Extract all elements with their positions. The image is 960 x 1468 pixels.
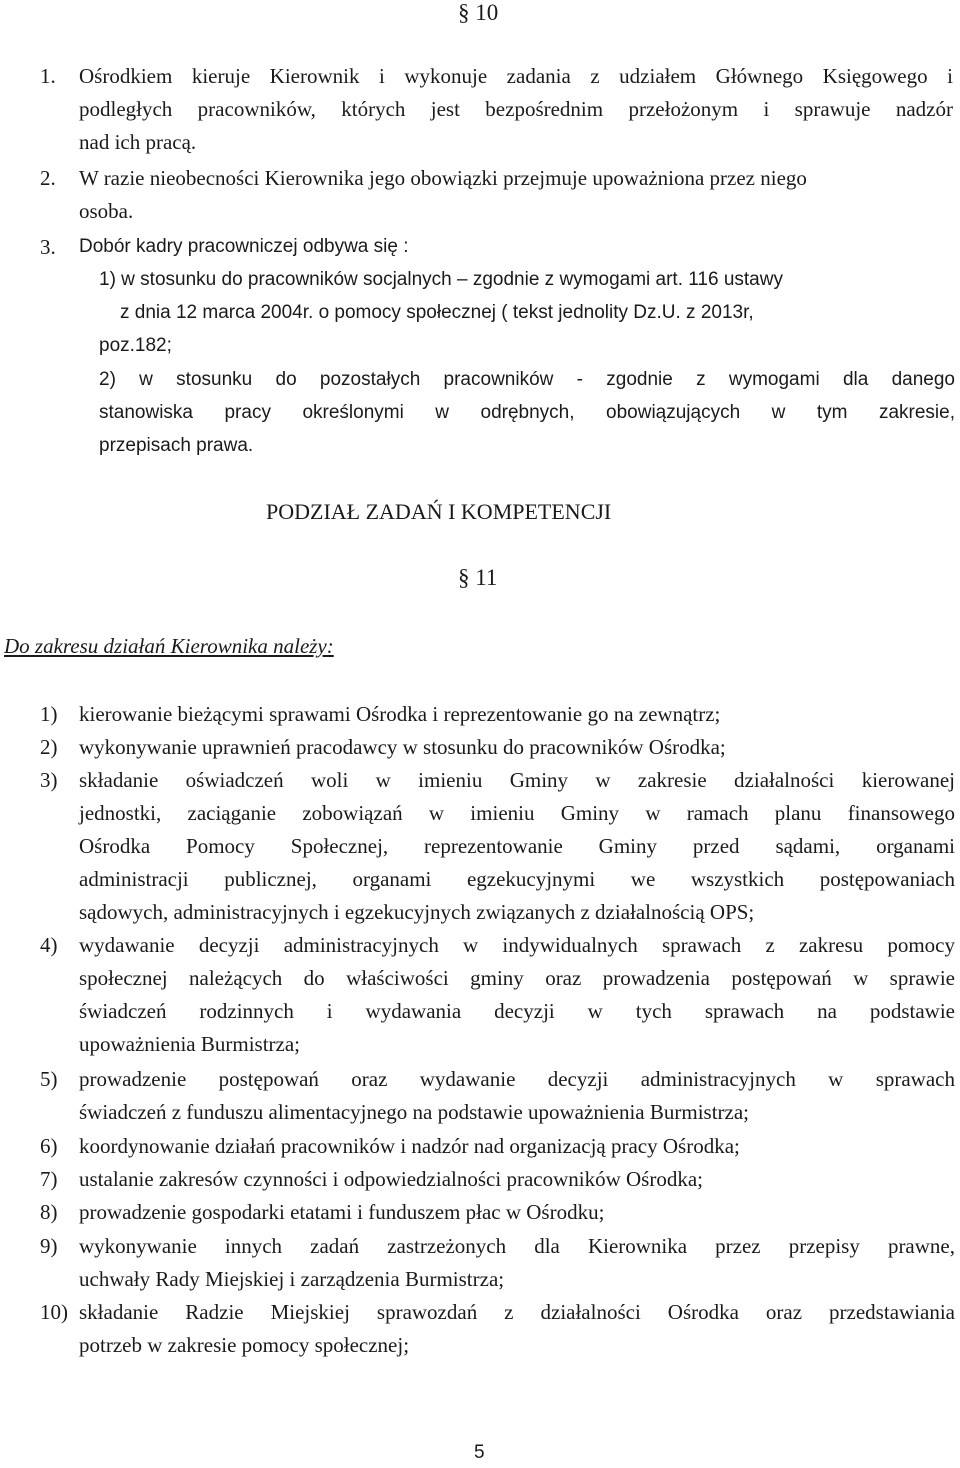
item-5-number: 5) [40, 1067, 58, 1091]
item-3-number: 3) [40, 768, 58, 792]
item-5-line-1: prowadzenie postępowań oraz wydawanie decyzji administracyjnych w sprawach [79, 1067, 955, 1091]
section-10-heading: § 10 [458, 0, 499, 25]
item-1-number: 1) [40, 702, 58, 726]
item-9-line-2: uchwały Rady Miejskiej i zarządzenia Burmistrza; [79, 1267, 505, 1291]
item-4-number: 4) [40, 933, 58, 957]
paragraph-2-line-2: osoba. [79, 199, 134, 223]
subitem-1-line-2: z dnia 12 marca 2004r. o pomocy społecznej ( tekst jednolity Dz.U. z 2013r, [120, 302, 754, 323]
paragraph-1-line-1: Ośrodkiem kieruje Kierownik i wykonuje zadania z udziałem Głównego Księgowego i [79, 64, 953, 88]
paragraph-1-number: 1. [40, 64, 56, 88]
page-number: 5 [474, 1442, 485, 1463]
item-9-number: 9) [40, 1234, 58, 1258]
item-4-line-4: upoważnienia Burmistrza; [79, 1032, 301, 1056]
item-4-line-2: społecznej należących do właściwości gminy oraz prowadzenia postępowań w sprawie [79, 966, 955, 990]
item-10-line-1: składanie Radzie Miejskiej sprawozdań z działalności Ośrodka oraz przedstawiania [79, 1300, 955, 1324]
item-7-line-1: ustalanie zakresów czynności i odpowiedzialności pracowników Ośrodka; [79, 1167, 703, 1191]
item-3-line-5: sądowych, administracyjnych i egzekucyjnych związanych z działalnością OPS; [79, 900, 755, 924]
division-heading: PODZIAŁ ZADAŃ I KOMPETENCJI [266, 499, 612, 524]
item-3-line-1: składanie oświadczeń woli w imieniu Gminy w zakresie działalności kierowanej [79, 768, 955, 792]
section-11-heading: § 11 [458, 565, 498, 590]
item-7-number: 7) [40, 1167, 58, 1191]
item-4-line-1: wydawanie decyzji administracyjnych w indywidualnych sprawach z zakresu pomocy [79, 933, 955, 957]
item-3-line-2: jednostki, zaciąganie zobowiązań w imieniu Gminy w ramach planu finansowego [79, 801, 955, 825]
item-6-line-1: koordynowanie działań pracowników i nadzór nad organizacją pracy Ośrodka; [79, 1134, 740, 1158]
item-8-line-1: prowadzenie gospodarki etatami i funduszem płac w Ośrodku; [79, 1200, 605, 1224]
item-2-line-1: wykonywanie uprawnień pracodawcy w stosunku do pracowników Ośrodka; [79, 735, 726, 759]
paragraph-1-line-2: podległych pracowników, których jest bezpośrednim przełożonym i sprawuje nadzór [79, 97, 953, 121]
item-3-line-3: Ośrodka Pomocy Społecznej, reprezentowanie Gminy przed sądami, organami [79, 834, 955, 858]
subitem-2-line-1: 2) w stosunku do pozostałych pracowników - zgodnie z wymogami dla danego [99, 369, 955, 390]
section-11-intro: Do zakresu działań Kierownika należy: [4, 634, 334, 658]
item-5-line-2: świadczeń z funduszu alimentacyjnego na podstawie upoważnienia Burmistrza; [79, 1100, 750, 1124]
item-3-line-4: administracji publicznej, organami egzekucyjnymi we wszystkich postępowaniach [79, 867, 955, 891]
paragraph-2-number: 2. [40, 166, 56, 190]
item-10-number: 10) [40, 1300, 68, 1324]
paragraph-3-number: 3. [40, 235, 56, 259]
item-4-line-3: świadczeń rodzinnych i wydawania decyzji w tych sprawach na podstawie [79, 999, 955, 1023]
paragraph-3-line-1: Dobór kadry pracowniczej odbywa się : [79, 236, 409, 257]
item-9-line-1: wykonywanie innych zadań zastrzeżonych dla Kierownika przez przepisy prawne, [79, 1234, 955, 1258]
subitem-2-line-2: stanowiska pracy określonymi w odrębnych, obowiązujących w tym zakresie, [99, 402, 955, 423]
subitem-1-line-3: poz.182; [99, 335, 172, 356]
item-6-number: 6) [40, 1134, 58, 1158]
item-2-number: 2) [40, 735, 58, 759]
paragraph-2-line-1: W razie nieobecności Kierownika jego obowiązki przejmuje upoważniona przez niego [79, 166, 807, 190]
paragraph-1-line-3: nad ich pracą. [79, 130, 197, 154]
item-1-line-1: kierowanie bieżącymi sprawami Ośrodka i reprezentowanie go na zewnątrz; [79, 702, 721, 726]
subitem-1-line-1: 1) w stosunku do pracowników socjalnych – zgodnie z wymogami art. 116 ustawy [99, 269, 783, 290]
subitem-2-line-3: przepisach prawa. [99, 435, 254, 456]
item-8-number: 8) [40, 1200, 58, 1224]
item-10-line-2: potrzeb w zakresie pomocy społecznej; [79, 1333, 410, 1357]
